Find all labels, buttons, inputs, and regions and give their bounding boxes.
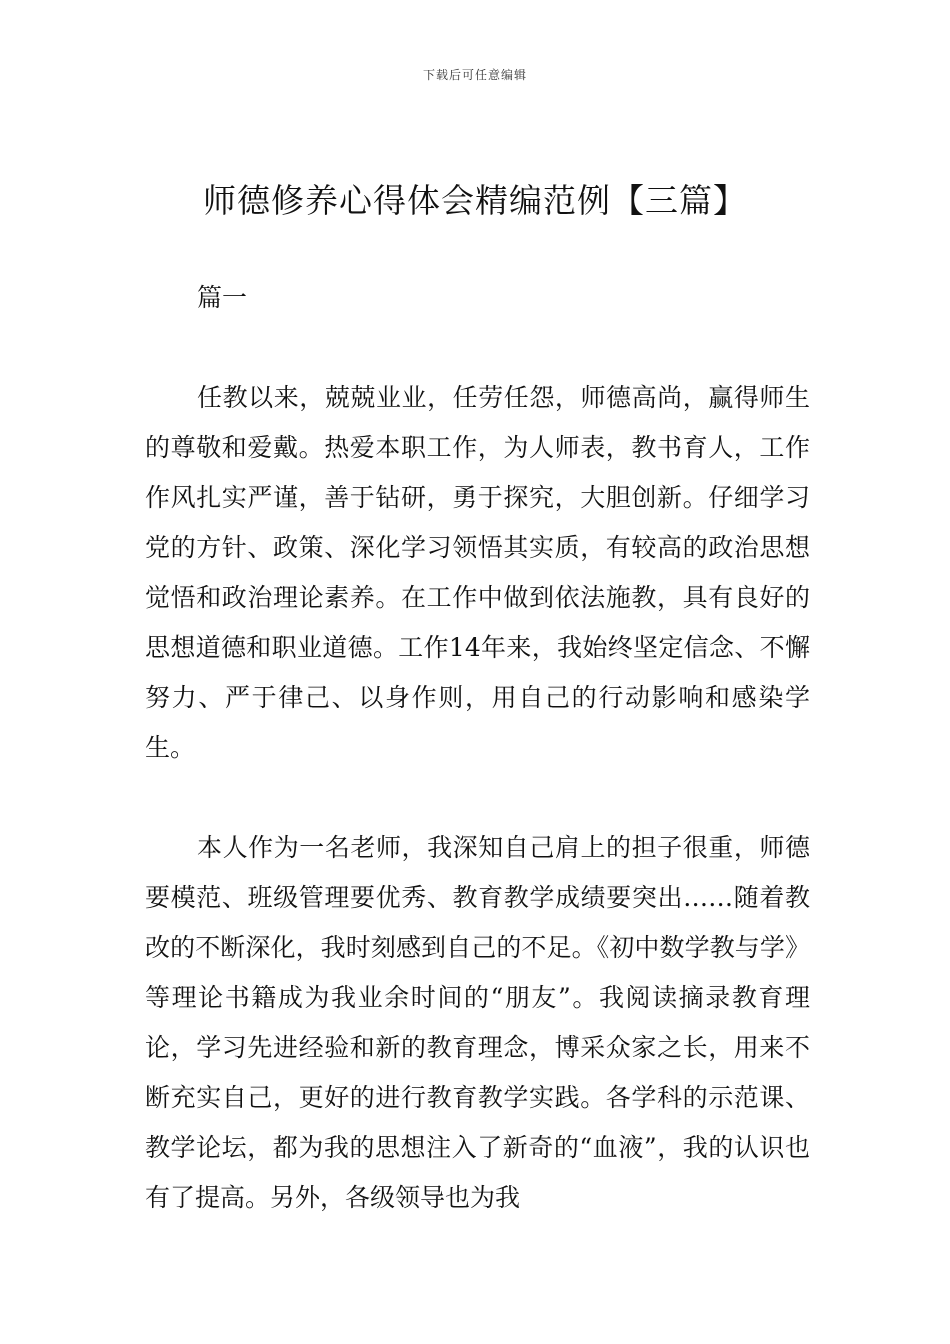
section-heading: 篇一 [197, 283, 248, 312]
page-header-note: 下载后可任意编辑 [422, 68, 527, 82]
paragraph-1: 任教以来，兢兢业业，任劳任怨，师德高尚，赢得师生的尊敬和爱戴。热爱本职工作，为人师表，教书育人，工作作风扎实严谨，善于钻研，勇于探究，大胆创新。仔细学习党的方针、政策、深化学习领悟其实质，有较高的政治思想觉悟和政治理论素养。在工作中做到依法施教，具有良好的思想道德和职业道德。工作14年来，我始终坚定信念、不懈努力、严于律己、以身作则，用自己的行动影响和感染学生。 [145, 383, 810, 762]
paragraph-2: 本人作为一名老师，我深知自己肩上的担子很重，师德要模范、班级管理要优秀、教育教学成绩要突出……随着教改的不断深化，我时刻感到自己的不足。《初中数学教与学》等理论书籍成为我业余时间的“朋友”。我阅读摘录教育理论，学习先进经验和新的教育理念，博采众家之长，用来不断充实自己，更好的进行教育教学实践。各学科的示范课、教学论坛，都为我的思想注入了新奇的“血液”，我的认识也有了提高。另外，各级领导也为我 [145, 833, 810, 1212]
document-title: 师德修养心得体会精编范例【三篇】 [203, 181, 747, 220]
